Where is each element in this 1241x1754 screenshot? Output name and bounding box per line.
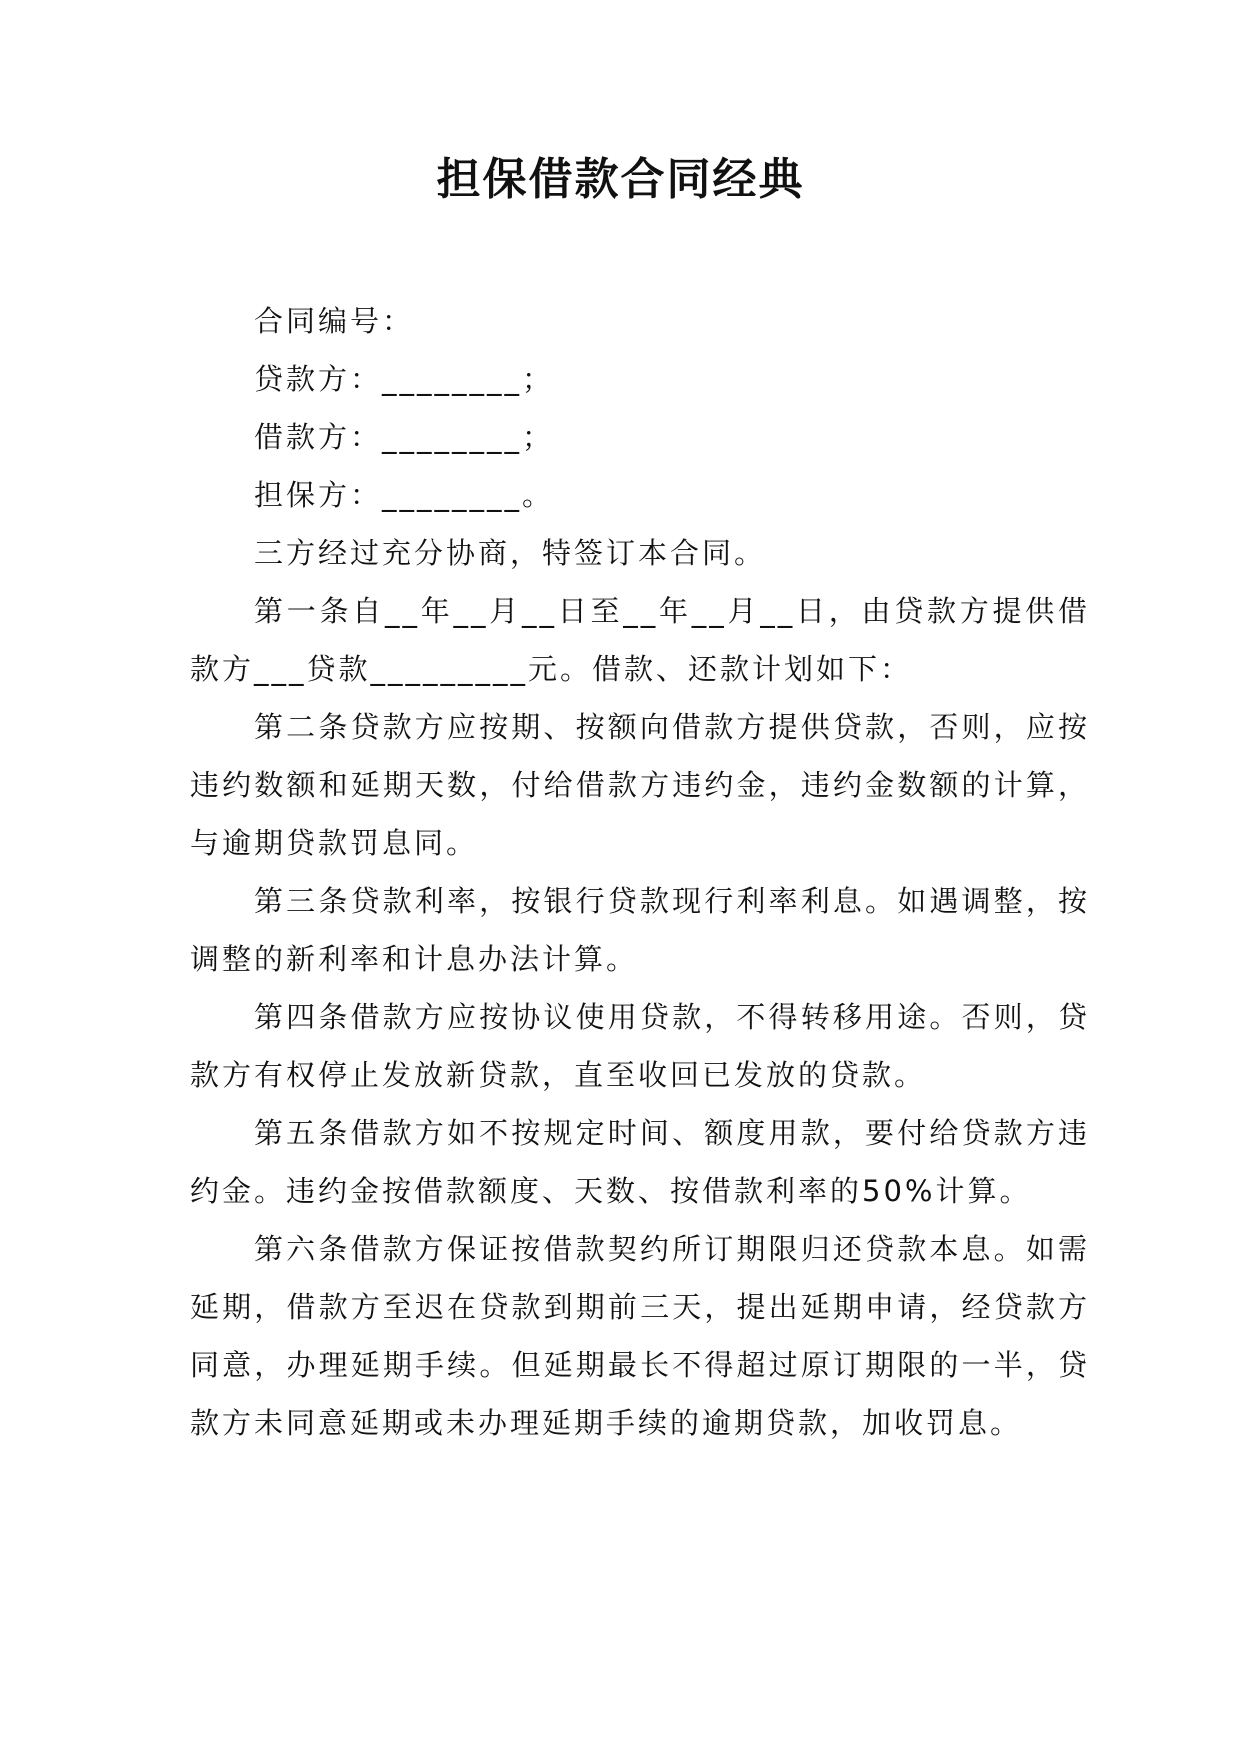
borrower-line: 借款方：________； <box>254 420 555 454</box>
contract-number-line: 合同编号： <box>254 304 415 338</box>
clause-4: 第四条借款方应按协议使用贷款，不得转移用途。否则，贷款方有权停止发放新贷款，直至收回已发放的贷款。 <box>190 1000 1090 1092</box>
clause-6: 第六条借款方保证按借款契约所订期限归还贷款本息。如需延期，借款方至迟在贷款到期前三天，提出延期申请，经贷款方同意，办理延期手续。但延期最长不得超过原订期限的一半，贷款方未同意延期或未办理延期手续的逾期贷款，加收罚息。 <box>190 1232 1090 1440</box>
clause-5: 第五条借款方如不按规定时间、额度用款，要付给贷款方违约金。违约金按借款额度、天数、按借款利率的50%计算。 <box>190 1116 1090 1208</box>
clause-2: 第二条贷款方应按期、按额向借款方提供贷款，否则，应按违约数额和延期天数，付给借款方违约金，违约金数额的计算，与逾期贷款罚息同。 <box>190 710 1090 860</box>
guarantor-line: 担保方：________。 <box>254 478 555 512</box>
clause-3: 第三条贷款利率，按银行贷款现行利率利息。如遇调整，按调整的新利率和计息办法计算。 <box>190 884 1090 976</box>
agreement-statement: 三方经过充分协商，特签订本合同。 <box>254 536 767 570</box>
lender-line: 贷款方：________； <box>254 362 555 396</box>
clause-1: 第一条自__年__月__日至__年__月__日，由贷款方提供借款方___贷款_________元。借款、还款计划如下： <box>190 594 1090 686</box>
document-title: 担保借款合同经典 <box>436 154 805 205</box>
document-body <box>190 292 1090 1452</box>
